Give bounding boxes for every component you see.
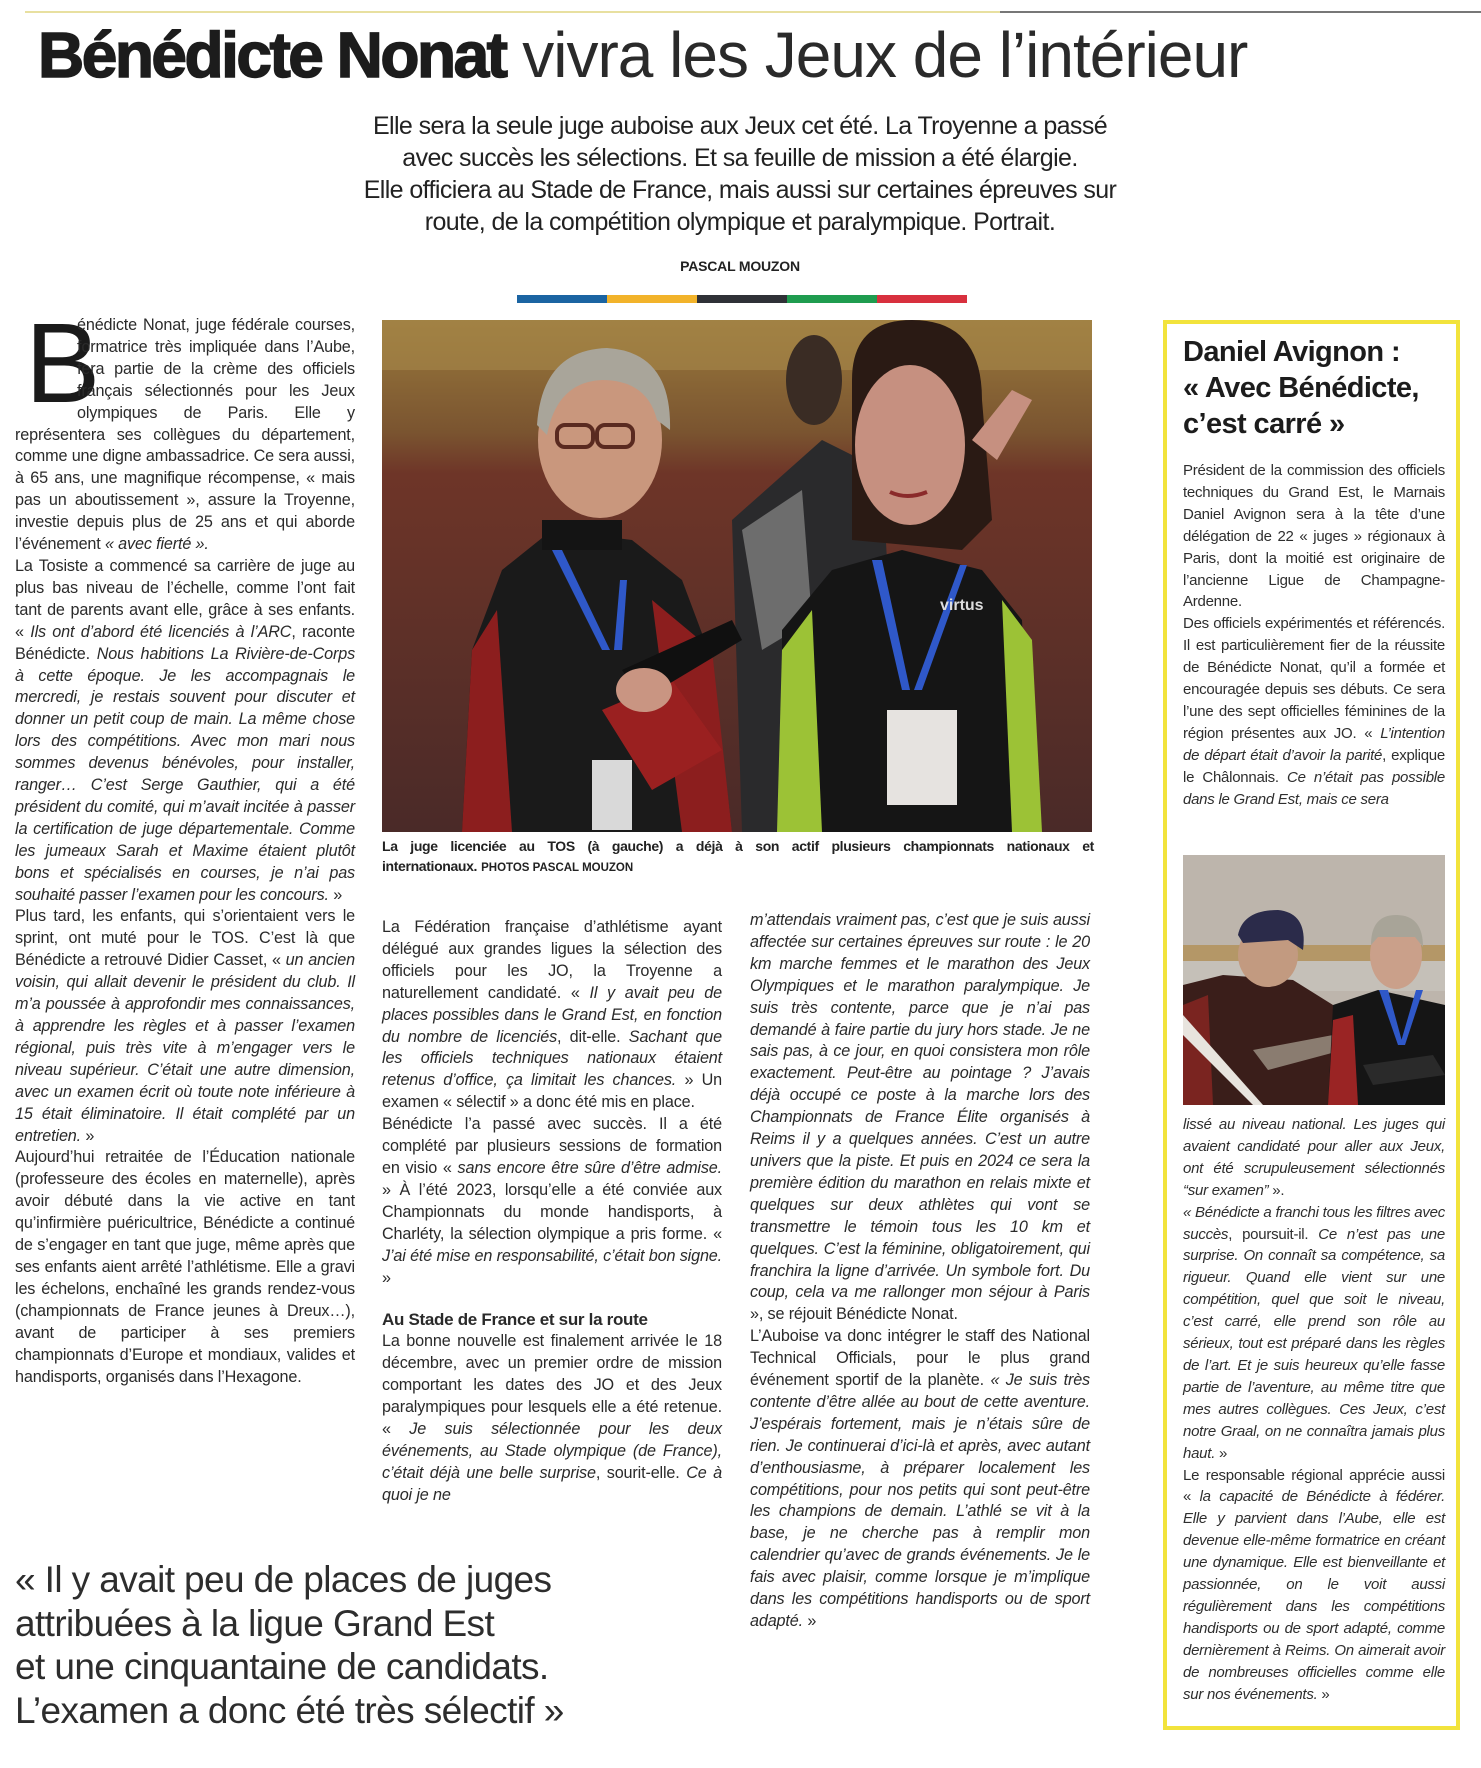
sidebar-box: [1163, 320, 1460, 1730]
paragraph: La bonne nouvelle est finalement arrivée le 18 décembre, avec un premier ordre de mission comportant les dates des JO et des Jeux paralympiques pour lesquels elle a été retenue. « Je suis sélectionnée pour les deux événements, au Stade olympique (de France), c’était déjà une belle surprise, sourit-elle. Ce à quoi je ne: [382, 1332, 723, 1504]
paragraph: La Tosiste a commencé sa carrière de juge au plus bas niveau de l’échelle, comme l’ont fait tant de parents avant elle, grâce à ses enfants. « Ils ont d’abord été licenciés à l’ARC, raconte Bénédicte. Nous habitions La Rivière-de-Corps à cette époque. Je les accompagnais le mercredi, je restais souvent pour discuter et donner un petit coup de main. La même chose lors des compétitions. Avec mon mari nous sommes devenus bénévoles, pour installer, ranger… C’est Serge Gauthier, qui a été président du comité, qui m’avait incitée à passer la certification de juge départementale. Comme les jumeaux Sarah et Maxime étaient plutôt bons et spécialisés en courses, je n’ai pas souhaité passer l’examen pour les concours. »: [15, 556, 356, 904]
photo-credit: PHOTOS PASCAL MOUZON: [481, 862, 634, 874]
top-rule-right: [1000, 11, 1481, 13]
standfirst-line: route, de la compétition olympique et paralympique. Portrait.: [424, 208, 1056, 236]
photo-caption: La juge licenciée au TOS (à gauche) a déjà à son actif plusieurs championnats nationaux et internationaux. PHOTOS PASCAL MOUZON: [382, 838, 1094, 874]
pull-quote-line: attribuées à la ligue Grand Est: [15, 1602, 495, 1644]
standfirst-line: avec succès les sélections. Et sa feuille de mission a été élargie.: [402, 144, 1078, 172]
photo-two-judges: [382, 320, 1092, 832]
section-subheading: Au Stade de France et sur la route: [382, 1310, 648, 1330]
color-bar-black: [697, 295, 787, 303]
sidebar-text-bottom: [1183, 1114, 1445, 1705]
pull-quote-line: L’examen a donc été très sélectif »: [15, 1689, 564, 1731]
color-bar-yellow: [607, 295, 697, 303]
paragraph: Des officiels expérimentés et référencés. Il est particulièrement fier de la réussite de Bénédicte Nonat, qu’il a formée et encouragée depuis ses débuts. Ce sera l’une des sept officielles féminines de la région présentes aux JO. « L’intention de départ était d’avoir la parité, explique le Châlonnais. Ce n’était pas possible dans le Grand Est, mais ce sera: [1183, 615, 1445, 808]
sidebar-text-top: [1183, 460, 1445, 811]
paragraph: « Bénédicte a franchi tous les filtres avec succès, poursuit-il. Ce n’est pas une surprise. On connaît sa compétence, sa rigueur. Quand elle vient sur une compétition, quel que soit le niveau, c’est carré, elle prend son rôle au sérieux, tout est préparé dans les règles de l’art. Et je suis heureux qu’elle fasse partie de l’aventure, au même titre que mes autres collègues. Ces Jeux, c’est notre Graal, on ne connaîtra jamais plus haut. »: [1183, 1203, 1445, 1462]
main-photo: [382, 320, 1092, 832]
paragraph: Bénédicte l’a passé avec succès. Il a été complété par plusieurs sessions de formation en visio « sans encore être sûre d’être admise. » À l’été 2023, lorsqu’elle a été conviée aux Championnats du monde handisports, à Charléty, la sélection olympique a pris forme. « J’ai été mise en responsabilité, c’était bon signe. »: [382, 1115, 723, 1287]
olympic-color-bar: [517, 295, 967, 303]
svg-text:virtus: virtus: [940, 597, 984, 614]
paragraph: La Fédération française d’athlétisme ayant délégué aux grandes ligues la sélection des officiels pour les JO, la Troyenne a naturellement candidaté. « Il y avait peu de places possibles dans le Grand Est, en fonction du nombre de licenciés, dit-elle. Sachant que les officiels techniques nationaux étaient retenus d’office, ça limitait les chances. » Un examen « sélectif » a donc été mis en place.: [382, 918, 722, 1112]
color-bar-red: [877, 295, 967, 303]
paragraph: L’Auboise va donc intégrer le staff des National Technical Officials, pour le plus grand événement sportif de la planète. « Je suis très contente d’être allée au bout de cette aventure. J’espérais fortement, mais je n’étais sûre de rien. Je continuerai d’ici-là et après, avec autant d’enthousiasme, à préparer localement les compétitions, pour nos petits qui sont peut-être les champions de demain. L’athlé se vit à la base, je ne cherche pas à remplir mon calendrier qu’avec de grands événements. Je le fais avec plaisir, comme lorsque je m’implique dans les compétitions handisports ou de sport adapté. »: [750, 1327, 1091, 1630]
paragraph: Plus tard, les enfants, qui s’orientaient vers le sprint, ont muté pour le TOS. C’est là que Bénédicte a retrouvé Didier Casset, « un ancien voisin, qui allait devenir le président du club. Il m’a poussée à approfondir mes connaissances, à apprendre les règles et à passer l’examen régional, puis très vite à m’engager vers le niveau supérieur. C’était une autre dimension, avec un examen écrit où toute note inférieure à 15 était éliminatoire. Il était complété par un entretien. »: [15, 907, 355, 1145]
top-rule-left: [25, 11, 1000, 13]
pull-quote-line: « Il y avait peu de places de juges: [15, 1559, 552, 1600]
byline: PASCAL MOUZON: [680, 258, 800, 274]
standfirst: [240, 110, 1240, 238]
standfirst-line: Elle officiera au Stade de France, mais aussi sur certaines épreuves sur: [363, 176, 1117, 204]
headline-light: vivra les Jeux de l’intérieur: [505, 19, 1248, 91]
pull-quote-line: et une cinquantaine de candidats.: [15, 1646, 549, 1687]
color-bar-blue: [517, 295, 607, 303]
headline-bold: Bénédicte Nonat: [38, 19, 506, 91]
standfirst-line: Elle sera la seule juge auboise aux Jeux cet été. La Troyenne a passé: [372, 112, 1108, 140]
article-column-right: [750, 910, 1090, 1633]
sidebar-photo: [1183, 855, 1445, 1105]
paragraph: lissé au niveau national. Les juges qui avaient candidaté pour aller aux Jeux, ont été scrupuleusement sélectionnés “sur examen” ».: [1183, 1116, 1445, 1199]
paragraph: B énédicte Nonat, juge fédérale courses, formatrice très impliquée dans l’Aube, fera partie de la crème des officiels français sélectionnés pour les Jeux olympiques de Paris. Elle y représentera ses collègues du département, comme une digne ambassadrice. Ce sera aussi, à 65 ans, une magnifique récompense, « mais pas un aboutissement », assure la Troyenne, investie depuis plus de 25 ans et qui aborde l’événement « avec fierté ».: [15, 300, 355, 554]
paragraph: Aujourd’hui retraitée de l’Éducation nationale (professeure des écoles en maternelle), après avoir débuté dans la vie active en tant qu’infirmière puéricultrice, Bénédicte a continué de s’engager en tant que juge, même après que ses enfants aient arrêté l’athlétisme. Elle a gravi les échelons, enchaîné les grands rendez-vous (championnats de France jeunes à Dreux…), avant de participer à ses premiers championnats d’Europe et mondiaux, valides et handisports, organisés dans l’Hexagone.: [15, 1148, 355, 1386]
color-bar-green: [787, 295, 877, 303]
headline: [38, 16, 1478, 94]
pull-quote: [15, 1558, 715, 1732]
sidebar-title: Daniel Avignon : « Avec Bénédicte, c’est carré »: [1183, 336, 1419, 440]
paragraph: Président de la commission des officiels techniques du Grand Est, le Marnais Daniel Avignon sera à la tête d’une délégation de 22 « juges » régionaux à Paris, dont la moitié est originaire de l’ancienne Ligue de Champagne-Ardenne.: [1183, 462, 1445, 611]
article-column-middle: [382, 917, 722, 1507]
dropcap: B: [25, 300, 101, 426]
photo-two-officials-seated: [1183, 855, 1445, 1105]
article-column-left: [15, 300, 356, 1388]
paragraph: m’attendais vraiment pas, c’est que je suis aussi affectée sur certaines épreuves sur route : le 20 km marche femmes et le marathon des Jeux Olympiques et le marathon paralympique. Je suis très contente, parce que je n’ai pas demandé à faire partie du jury hors stade. Je ne sais pas, à ce jour, en quoi consistera mon rôle exactement. Peut-être au pointage ? J’avais déjà occupé ce poste à la marche lors des Championnats de France Élite organisés à Reims il y a quelques années. C’est un autre univers que la piste. Et puis en 2024 ce sera la première édition du marathon en relais mixte et quelques sur deux athlètes qui vont se transmettre le témoin tous les 10 km et quelques. C’est la féminine, obligatoirement, qui franchira la ligne d’arrivée. Un symbole fort. Du coup, cela va me rallonger mon séjour à Paris », se réjouit Bénédicte Nonat.: [750, 911, 1090, 1324]
paragraph: Le responsable régional apprécie aussi « la capacité de Bénédicte à fédérer. Elle y parvient dans l’Aube, elle est devenue elle-même formatrice en créant une dynamique. Elle est bienveillante et passionnée, on le voit aussi régulièrement dans les compétitions handisports ou de sport adapté, comme dernièrement à Reims. On aimerait avoir de nombreuses officielles comme elle sur nos événements. »: [1183, 1466, 1445, 1703]
